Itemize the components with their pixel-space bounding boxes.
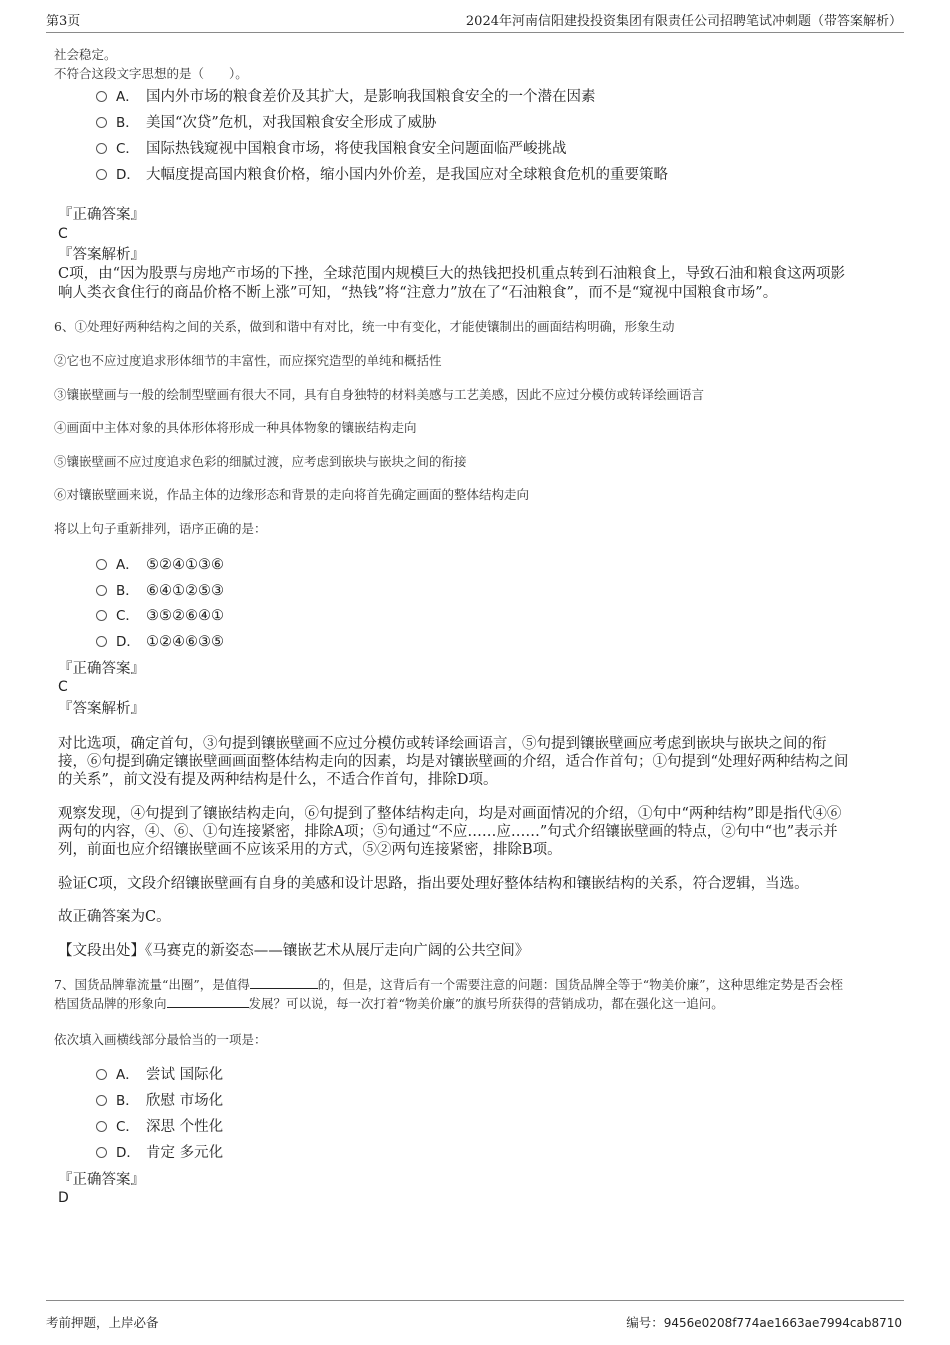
radio-button[interactable]	[96, 1121, 107, 1132]
q6-stem: 将以上句子重新排列，语序正确的是：	[54, 521, 267, 536]
q5-option-a[interactable]	[96, 86, 596, 108]
radio-button[interactable]	[96, 117, 107, 128]
q5-option-c[interactable]	[96, 138, 567, 160]
q7-option-c[interactable]	[96, 1116, 223, 1138]
q7-stem-1a: 7、国货品牌靠流量“出圈”，是值得	[54, 977, 250, 992]
q6-answer: C	[58, 679, 68, 695]
q6-analysis-p4: 故正确答案为C。	[58, 909, 171, 925]
q7-option-d[interactable]	[96, 1142, 223, 1164]
option-letter: A．	[116, 1067, 139, 1083]
q7-option-b[interactable]	[96, 1090, 223, 1112]
option-text: ①②④⑥③⑤	[146, 634, 224, 650]
option-letter: C．	[116, 141, 139, 157]
radio-button[interactable]	[96, 585, 107, 596]
page-number: 第3页	[46, 14, 81, 29]
q5-analysis-line-2: 响人类衣食住行的商品价格不断上涨”可知，“热钱”将“注意力”放在了“石油粮食”，而不是“窥视中国粮食市场”。	[58, 285, 778, 301]
option-text: 大幅度提高国内粮食价格，缩小国内外价差，是我国应对全球粮食危机的重要策略	[146, 167, 668, 183]
q7-stem-line-1	[54, 976, 843, 994]
q7-answer-label: 『正确答案』	[58, 1172, 145, 1188]
option-letter: B．	[116, 583, 139, 599]
q6-analysis-p1-line3: 的关系”，前文没有提及两种结构是什么，不适合作首句，排除D项。	[58, 772, 498, 788]
q6-analysis-p2-line2: 两句的内容，④、⑥、①句连接紧密，排除A项；⑤句通过“不应……应……”句式介绍镶嵌壁画的特点，②句中“也”表示并	[58, 824, 838, 840]
q6-analysis-p1-line2: 接，⑥句提到确定镶嵌壁画画面整体结构走向的因素，均是对镶嵌壁画的介绍，适合作首句；①句提到“处理好两种结构之间	[58, 754, 849, 770]
option-letter: C．	[116, 1119, 139, 1135]
q6-sentence-5: ⑤镶嵌壁画不应过度追求色彩的细腻过渡，应考虑到嵌块与嵌块之间的衔接	[54, 454, 467, 469]
radio-button[interactable]	[96, 1095, 107, 1106]
page-footer	[46, 1300, 904, 1331]
option-text: 美国“次贷”危机，对我国粮食安全形成了威胁	[146, 115, 437, 131]
q6-analysis-p2-line3: 列，前面也应介绍镶嵌壁画不应该采用的方式，⑤②两句连接紧密，排除B项。	[58, 842, 562, 858]
option-text: 尝试 国际化	[146, 1067, 224, 1083]
option-letter: D．	[116, 167, 140, 183]
option-text: 欣慰 市场化	[146, 1093, 224, 1109]
option-text: ⑤②④①③⑥	[146, 557, 224, 573]
radio-button[interactable]	[96, 559, 107, 570]
q5-answer: C	[58, 226, 68, 242]
q7-stem-1b: 的，但是，这背后有一个需要注意的问题：国货品牌全等于“物美价廉”，这种思维定势是否会桎	[317, 977, 844, 992]
q6-analysis-p1-line1: 对比选项，确定首句，③句提到镶嵌壁画不应过分模仿或转译绘画语言，⑤句提到镶嵌壁画应考虑到嵌块与嵌块之间的衔	[58, 736, 827, 752]
fill-blank-1	[250, 976, 318, 989]
q7-instruction: 依次填入画横线部分最恰当的一项是：	[54, 1032, 267, 1047]
option-text: 国际热钱窥视中国粮食市场，将使我国粮食安全问题面临严峻挑战	[146, 141, 567, 157]
q6-option-b[interactable]	[96, 580, 224, 602]
option-text: 肯定 多元化	[146, 1145, 224, 1161]
q5-stem: 不符合这段文字思想的是（ ）。	[54, 66, 248, 81]
q6-sentence-2: ②它也不应过度追求形体细节的丰富性，而应探究造型的单纯和概括性	[54, 353, 442, 368]
q6-answer-label: 『正确答案』	[58, 661, 145, 677]
radio-button[interactable]	[96, 91, 107, 102]
option-letter: C．	[116, 608, 139, 624]
q5-analysis-label: 『答案解析』	[58, 247, 145, 263]
option-letter: A．	[116, 557, 139, 573]
radio-button[interactable]	[96, 610, 107, 621]
option-letter: B．	[116, 115, 139, 131]
q7-stem-2a: 梏国货品牌的形象向	[54, 996, 167, 1011]
option-text: ③⑤②⑥④①	[146, 608, 224, 624]
option-text: 深思 个性化	[146, 1119, 224, 1135]
q6-sentence-6: ⑥对镶嵌壁画来说，作品主体的边缘形态和背景的走向将首先确定画面的整体结构走向	[54, 487, 530, 502]
q6-option-a[interactable]	[96, 554, 224, 576]
footer-slogan: 考前押题，上岸必备	[46, 1315, 159, 1330]
q6-option-c[interactable]	[96, 605, 224, 627]
radio-button[interactable]	[96, 1147, 107, 1158]
q5-intro-tail: 社会稳定。	[54, 47, 117, 62]
q6-analysis-label: 『答案解析』	[58, 701, 145, 717]
code-label: 编号：	[626, 1315, 664, 1330]
q7-option-a[interactable]	[96, 1064, 223, 1086]
option-letter: B．	[116, 1093, 139, 1109]
q7-stem-2b: 发展？可以说，每一次打着“物美价廉”的旗号所获得的营销成功，都在强化这一追问。	[248, 996, 724, 1011]
q5-option-d[interactable]	[96, 164, 668, 186]
option-letter: D．	[116, 1145, 140, 1161]
q7-stem-line-2	[54, 995, 724, 1013]
radio-button[interactable]	[96, 1069, 107, 1080]
option-letter: A．	[116, 89, 139, 105]
q7-answer: D	[58, 1190, 69, 1206]
q6-analysis-p2-line1: 观察发现，④句提到了镶嵌结构走向，⑥句提到了整体结构走向，均是对画面情况的介绍，①句中“两种结构”即是指代④⑥	[58, 806, 842, 822]
option-text: ⑥④①②⑤③	[146, 583, 224, 599]
q6-option-d[interactable]	[96, 631, 224, 653]
q6-sentence-1: 6、①处理好两种结构之间的关系，做到和谐中有对比，统一中有变化，才能使镶制出的画面结构明确，形象生动	[54, 319, 675, 334]
q6-sentence-3: ③镶嵌壁画与一般的绘制型壁画有很大不同，具有自身独特的材料美感与工艺美感，因此不应过分模仿或转译绘画语言	[54, 387, 705, 402]
q5-answer-label: 『正确答案』	[58, 207, 145, 223]
q6-source: 【文段出处】《马赛克的新姿态——镶嵌艺术从展厅走向广阔的公共空间》	[58, 943, 530, 959]
document-code	[626, 1313, 902, 1331]
radio-button[interactable]	[96, 143, 107, 154]
q6-analysis-p3: 验证C项，文段介绍镶嵌壁画有自身的美感和设计思路，指出要处理好整体结构和镶嵌结构的关系，符合逻辑，当选。	[58, 876, 809, 892]
page-header	[46, 12, 904, 33]
code-value: 9456e0208f774ae1663ae7994cab8710	[663, 1316, 902, 1330]
q5-option-b[interactable]	[96, 112, 436, 134]
option-letter: D．	[116, 634, 140, 650]
q6-sentence-4: ④画面中主体对象的具体形体将形成一种具体物象的镶嵌结构走向	[54, 420, 417, 435]
option-text: 国内外市场的粮食差价及其扩大，是影响我国粮食安全的一个潜在因素	[146, 89, 596, 105]
q5-analysis-line-1: C项，由“因为股票与房地产市场的下挫，全球范围内规模巨大的热钱把投机重点转到石油粮食上，导致石油和粮食这两项影	[58, 266, 846, 282]
fill-blank-2	[167, 995, 249, 1008]
radio-button[interactable]	[96, 636, 107, 647]
radio-button[interactable]	[96, 169, 107, 180]
document-title: 2024年河南信阳建投投资集团有限责任公司招聘笔试冲刺题（带答案解析）	[465, 14, 902, 29]
